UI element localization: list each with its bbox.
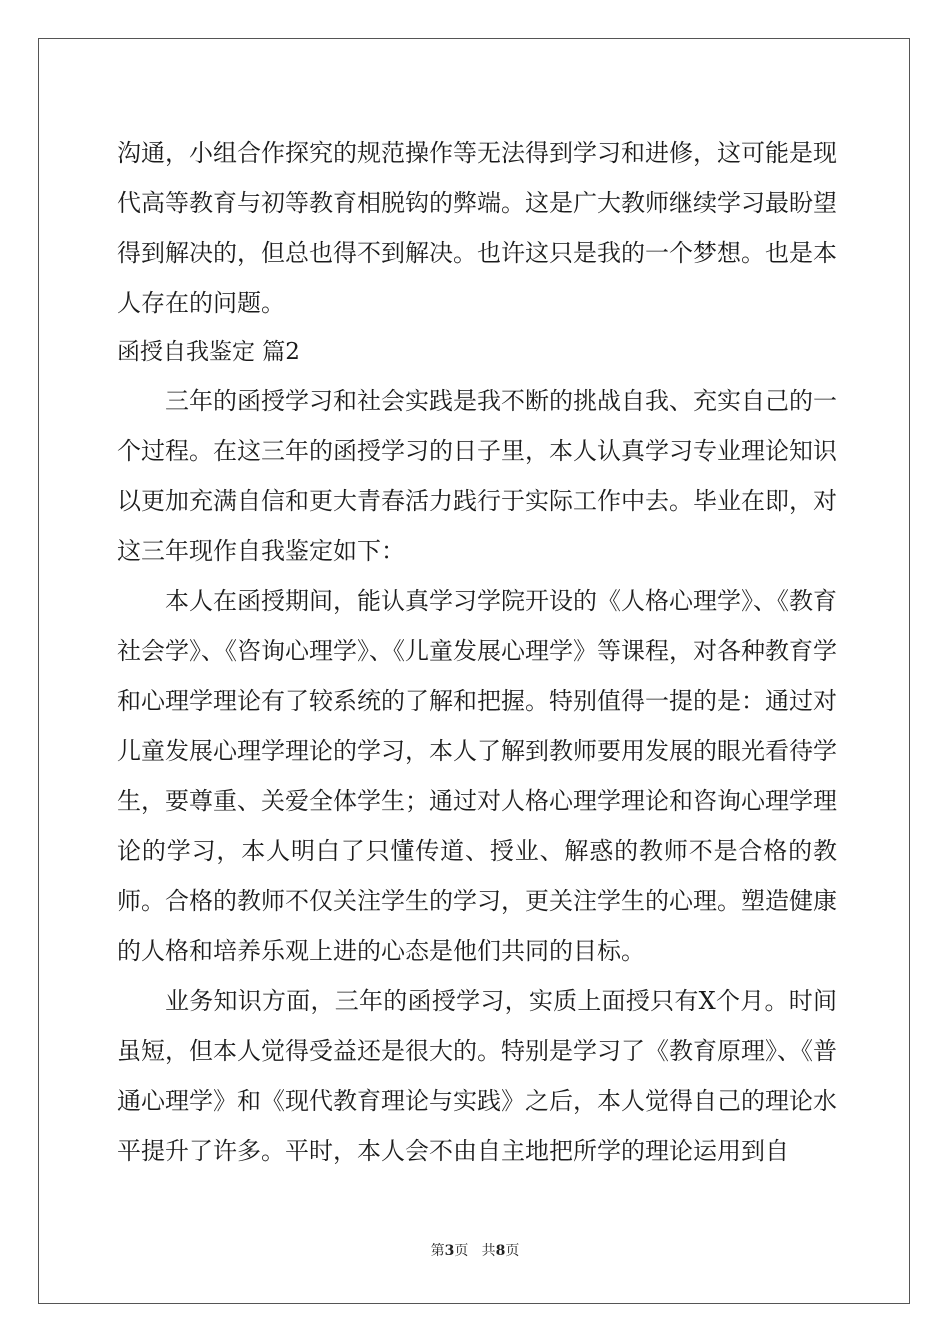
paragraph-courses: 本人在函授期间，能认真学习学院开设的《人格心理学》、《教育社会学》、《咨询心理学》、《儿童发展心理学》等课程，对各种教育学和心理学理论有了较系统的了解和把握。特别值得一提的是：通过对儿童发展心理学理论的学习，本人了解到教师要用发展的眼光看待学生，要尊重、关爱全体学生；通过对人格心理学理论和咨询心理学理论的学习，本人明白了只懂传道、授业、解惑的教师不是合格的教师。合格的教师不仅关注学生的学习，更关注学生的心理。塑造健康的人格和培养乐观上进的心态是他们共同的目标。 [117,587,837,965]
footer-current-page: 3 [444,1243,455,1259]
footer-total-pages: 8 [495,1243,506,1259]
paragraph-continuation: 沟通，小组合作探究的规范操作等无法得到学习和进修，这可能是现代高等教育与初等教育相脱钩的弊端。这是广大教师继续学习最盼望得到解决的，但总也得不到解决。也许这只是我的一个梦想。也是本人存在的问题。 [117,139,837,317]
footer-page-suffix: 页 [505,1243,520,1259]
paragraph-intro: 三年的函授学习和社会实践是我不断的挑战自我、充实自己的一个过程。在这三年的函授学习的日子里，本人认真学习专业理论知识以更加充满自信和更大青春活力践行于实际工作中去。毕业在即，对这三年现作自我鉴定如下： [117,387,837,565]
page-footer [0,1240,950,1260]
footer-page-prefix: 第 [430,1243,445,1259]
section-heading: 函授自我鉴定 篇2 [117,339,300,365]
paragraph-knowledge: 业务知识方面，三年的函授学习，实质上面授只有X个月。时间虽短，但本人觉得受益还是很大的。特别是学习了《教育原理》、《普通心理学》和《现代教育理论与实践》之后，本人觉得自己的理论水平提升了许多。平时，本人会不由自主地把所学的理论运用到自 [117,987,837,1165]
document-body [117,128,837,1176]
footer-page-mid: 页 共 [454,1243,496,1259]
